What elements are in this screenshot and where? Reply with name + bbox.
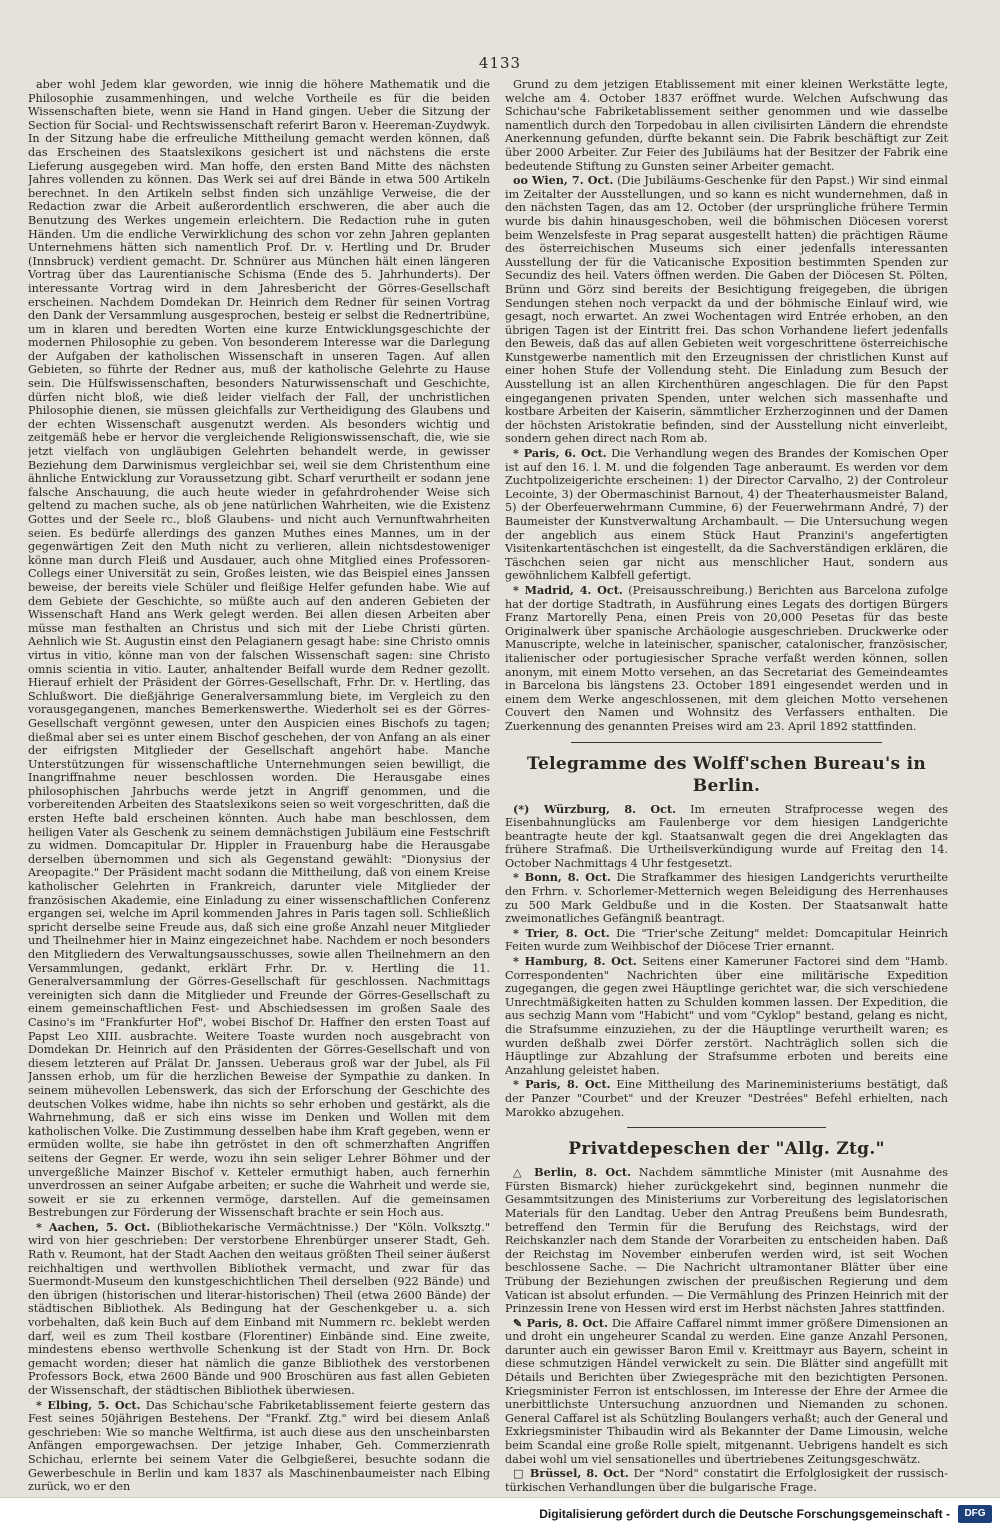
dispatch-paris: ✎ Paris, 8. Oct. Die Affaire Caffarel nimmt immer größere Dimensionen an und droht ein ungeheurer Scandal zu werden. Eine ganze Anzahl Personen, darunter auch ein gewisser Baron Emil v. Kreittmayr aus Bayern, scheint in diese schmutzigen Händel verwickelt zu sein. Die Blätter sind angefüllt mit Détails und Berichten über Zwiegespräche mit den bezichtigten Personen. Kriegsminister Ferron ist entschlossen, im Interesse der Ehre der Armee die unerbittlichste Untersuchung anzuordnen und Niemanden zu schonen. General Caffarel ist als Schützling Boulangers verhaßt; auch der General und Exkriegsminister Thibaudin wird als Bekannter der Dame Limousin, welche beim Scandal eine große Rolle spielt, mitgenannt. Uebrigens handelt es sich dabei wohl um viel sensationelles und übertriebenes Zeitungsgeschwätz. — [505, 1315, 948, 1466]
dfg-logo-icon[interactable]: DFG — [958, 1505, 992, 1523]
dispatch-bruessel: □ Brüssel, 8. Oct. Der "Nord" constatirt die Erfolglosigkeit der russisch-türkischen Verhandlungen über die bulgarische Frage. — [505, 1466, 948, 1494]
right-column — [505, 78, 948, 1498]
dateline-elbing: * Elbing, 5. Oct. — [36, 1397, 141, 1412]
article-goerres-report: aber wohl Jedem klar geworden, wie innig die höhere Mathematik und die Philosophie zusammenhingen, und welche Vortheile es für die beiden Wissenschaften biete, wenn sie Hand in Hand gingen. Ueber die Sitzung der Section für Social- und Rechtswissenschaft referirt Baron v. Heereman-Zuydwyk. In der Sitzung habe die erfreuliche Mittheilung gemacht werden können, daß das Erscheinen des Staatslexikons gesichert ist und nächstens die erste Lieferung ausgegeben wird. Man hoffe, den ersten Band Mitte des nächsten Jahres vollenden zu können. Das Werk sei auf drei Bände in etwa 500 Artikeln berechnet. In den Artikeln selbst finden sich unzählige Verweise, die der Redaction zwar die Arbeit außerordentlich erschweren, die aber auch die Benutzung des Werkes ungemein erleichtern. Die Redaction ruhe in guten Händen. Um die endliche Verwirklichung des schon vor zehn Jahren geplanten Unternehmens hätten sich namentlich Prof. Dr. v. Hertling und Dr. Bruder (Innsbruck) verdient gemacht. Dr. Schnürer aus München hält einen längeren Vortrag über das Laurentianische Schisma (Ende des 5. Jahrhunderts). Der interessante Vortrag wird in dem Jahresbericht der Görres-Gesellschaft erscheinen. Nachdem Domdekan Dr. Heinrich dem Redner für seinen Vortrag den Dank der Versammlung ausgesprochen, besteig er selbst die Rednertribüne, um in klaren und beredten Worten eine kurze Entwicklungsgeschichte der modernen Philosophie zu geben. Von besonderem Interesse war die Darlegung der Aufgaben der katholischen Wissenschaft in unseren Tagen. Auf allen Gebieten, so führte der Redner aus, muß der katholische Gelehrte zu Hause sein. Die Hülfswissenschaften, besonders Naturwissenschaft und Geschichte, dürfen nicht bloß, wie dieß leider vielfach der Fall, der unchristlichen Philosophie dienen, sie müssen gleichfalls zur Vertheidigung des Glaubens und der echten Wissenschaft ausgenutzt werden. Als besonders wichtig und zeitgemäß hebe er hervor die vergleichende Religionswissenschaft, die, wie sie jetzt vielfach von ungläubigen Gelehrten behandelt werde, in gewisser Beziehung dem Darwinismus vergleichbar sei, weil sie dem Christenthum eine ähnliche Entwicklung zur Voraussetzung gibt. Scharf verurtheilt er sodann jene falsche Anschauung, die auch heute wieder in gefahrdrohender Weise sich geltend zu machen suche, als ob jene natürlichen Wahrheiten, wie die Existenz Gottes und der Seele rc., bloß Glaubens- und nicht auch Vernunftwahrheiten seien. Es bedürfe allerdings des ganzen Muthes eines Mannes, um in der gegenwärtigen Zeit den Muth nicht zu verlieren, allein nichtsdestoweniger könne man durch Fleiß und Ausdauer, auch ohne Mitglied eines Professoren-Collegs einer Universität zu sein, Großes leisten, wie das Beispiel eines Janssen beweise, der bereits viele Schüler und fleißige Helfer gefunden habe. Wie auf dem Gebiete der Geschichte, so müßte auch auf den anderen Gebieten der Wissenschaft Hand ans Werk gelegt werden. Bei allen diesen Arbeiten aber müsse man festhalten an Christus und sich mit der Liebe Christi gürten. Aehnlich wie St. Augustin einst den Pelagianern gesagt habe: sine Christo omnis virtus in vitio, könne man von der falschen Wissenschaft sagen: sine Christo omnis scientia in vitio. Lauter, anhaltender Beifall wurde dem Redner gezollt. Hierauf erhielt der Präsident der Görres-Gesellschaft, Frhr. Dr. v. Hertling, das Schlußwort. Die dießjährige Generalversammlung biete, im Vergleich zu den vorausgegangenen, manches Bemerkenswerthe. Wiederholt sei es der Görres-Gesellschaft vergönnt gewesen, unter den Auspicien eines Bischofs zu tagen; dießmal aber sei es unter einem Bischof geschehen, der von Anfang an als einer der eifrigsten Mitglieder der Gesellschaft angehört habe. Manche Unterstützungen für wissenschaftliche Unternehmungen seien bewilligt, die Inangriffnahme neuer beschlossen worden. Die Herausgabe eines philosophischen Jahrbuchs werde jetzt in Angriff genommen, und die vorbereitenden Arbeiten des Staatslexikons seien so weit vorgeschritten, daß die ersten Hefte bald erscheinen könnten. Auch habe man beschlossen, dem heiligen Vater als Geschenk zu seinem demnächstigen Jubiläum eine Festschrift zu widmen. Domcapitular Dr. Hippler in Frauenburg habe die Herausgabe derselben übernommen und sich als Gegenstand gewählt: "Dionysius der Areopagite." Der Präsident macht sodann die Mittheilung, daß von einem Kreise katholischer Gelehrten in Frankreich, darunter viele Mitglieder der französischen Akademie, eine Einladung zu einer wissenschaftlichen Conferenz ergangen sei, welche im April kommenden Jahres in Paris tagen soll. Schließlich spricht derselbe seine Freude aus, daß sich eine große Anzahl neuer Mitglieder und Theilnehmer hier in Mainz eingezeichnet habe. Nachdem er noch besonders den Mitgliedern des Verwaltungsausschusses, sowie allen Theilnehmern an den Versammlungen, gedankt, erklärt Frhr. Dr. v. Hertling die 11. Generalversammlung der Görres-Gesellschaft für geschlossen. Nachmittags vereinigten sich dann die Mitglieder und Freunde der Görres-Gesellschaft zu einem gemeinschaftlichen Fest- und Abschiedsessen im großen Saale des Casino's im "Frankfurter Hof", wobei Bischof Dr. Haffner den ersten Toast auf Papst Leo XIII. ausbrachte. Weitere Toaste wurden noch ausgebracht von Domdekan Dr. Heinrich auf den Präsidenten der Görres-Gesellschaft und von diesem letzteren auf Prälat Dr. Janssen. Ueberaus groß war der Jubel, als Fil Janssen erhob, um für die herzlichen Beweise der Sympathie zu danken. In seinem mühevollen Lebenswerk, das sich der Erforschung der Geschichte des deutschen Volkes widme, habe ihn nichts so sehr erhoben und gestärkt, als die Wahrnehmung, daß er sich eins wisse im Denken und Wollen mit dem katholischen Volke. Die Zustimmung desselben habe ihm Kraft gegeben, wenn er ermüden wollte, sie habe ihn getröstet in den oft schmerzhaften Angriffen seitens der Gegner. Er werde, wozu ihn sein seliger Lehrer Böhmer und der unvergeßliche Mainzer Bischof v. Ketteler ermuthigt haben, auch fernerhin unverdrossen an seiner Aufgabe arbeiten; er suche die Wahrheit und werde sie, soweit er sie zu erkennen vermöge, darstellen. Auf die gemeinsamen Bestrebungen zur Förderung der Wissenschaft brachte er sein Hoch aus. — [28, 78, 490, 1220]
dateline-aachen: * Aachen, 5. Oct. — [36, 1219, 151, 1234]
article-madrid: * Madrid, 4. Oct. (Preisausschreibung.) Berichten aus Barcelona zufolge hat der dortige Stadtrath, in Ausführung eines Legats des dortigen Bürgers Franz Martorelly Pena, einen Preis von 20,000 Pesetas für das beste Originalwerk über spanische Archäologie ausgeschrieben. Druckwerke oder Manuscripte, welche in lateinischer, spanischer, catalonischer, französischer, italienischer oder portugiesischer Sprache verfaßt werden können, sollen anonym, mit einem Motto versehen, an das Secretariat des Gemeindeamtes in Barcelona bis längstens 23. October 1891 eingesendet werden und in einem dem Werke angeschlossenen, mit dem gleichen Motto versehenen Couvert den Namen und Wohnsitz des Verfassers enthalten. Die Zuerkennung des genannten Preises wird am 23. April 1892 stattfinden. — [505, 582, 948, 733]
telegram-trier: * Trier, 8. Oct. Die "Trier'sche Zeitung" meldet: Domcapitular Heinrich Feiten wurde zum Weihbischof der Diöcese Trier ernannt. — [505, 925, 948, 954]
dateline-wien: oo Wien, 7. Oct. — [513, 173, 614, 188]
article-paris-oper: * Paris, 6. Oct. Die Verhandlung wegen des Brandes der Komischen Oper ist auf den 16. l. M. und die folgenden Tage anberaumt. Es werden vor dem Zuchtpolizeigerichte erscheinen: 1) der Director Carvalho, 2) der Controleur Lecointe, 3) der Obermaschinist Barnout, 4) der Theaterhausmeister Baland, 5) der Oberfeuerwehrmann Cummine, 6) der Feuerwehrmann André, 7) der Baumeister der Kunstverwaltung Archambault. — Die Untersuchung wegen der angeblich aus einem Stück Haut Pranzini's angefertigten Visitenkartentäschchen ist eingestellt, da die Sachverständigen erklären, die Täschchen seien gar nicht aus menschlicher Haut, sondern aus gewöhnlichem Kalbfell gefertigt. — [505, 446, 948, 583]
page-number: 4133 — [478, 54, 522, 72]
private-dispatches-heading: Privatdepeschen der "Allg. Ztg." — [568, 1139, 885, 1160]
article-elbing-continued: Grund zu dem jetzigen Etablissement mit einer kleinen Werkstätte legte, welche am 4. October 1837 eröffnet wurde. Welchen Aufschwung das Schichau'sche Fabriketablissement seither genommen und wie dasselbe namentlich durch den Torpedobau in allen civilisirten Ländern die ehrendste Anerkennung gefunden, dürfte bekannt sein. Die Fabrik beschäftigt zur Zeit über 2000 Arbeiter. Zur Feier des Jubiläums hat der Besitzer der Fabrik eine bedeutende Stiftung zu Gunsten seiner Arbeiter gemacht. — [505, 78, 948, 173]
footer-credit: Digitalisierung gefördert durch die Deutsche Forschungsgemeinschaft - — [539, 1507, 950, 1521]
dateline-paris-1: * Paris, 6. Oct. — [513, 446, 607, 461]
telegrams-heading: Telegramme des Wolff'schen Bureau's in Berlin. — [526, 753, 927, 796]
dispatch-berlin: △ Berlin, 8. Oct. Nachdem sämmtliche Minister (mit Ausnahme des Fürsten Bismarck) hieher zurückgekehrt sind, beginnen nunmehr die Gesammtsitzungen des Ministeriums zur Vorbereitung des legislatorischen Materials für den Landtag. Ueber den Antrag Preußens beim Bundesrath, betreffend den Termin für die Berufung des Reichstags, wird der Reichskanzler nach dem Stande der Vorarbeiten zu entscheiden haben. Daß der Reichstag im November einberufen werden wird, ist seit Wochen beschlossene Sache. — Die Nachricht ultramontaner Blätter über eine Trübung der Beziehungen zwischen der preußischen Regierung und dem Vatican ist absolut erfunden. — Die Vermählung des Prinzen Heinrich mit der Prinzessin Irene von Hessen wird erst im Herbst nächsten Jahres stattfinden. — [505, 1165, 948, 1316]
telegram-wuerzburg: (*) Würzburg, 8. Oct. Im erneuten Strafprocesse wegen des Eisenbahnunglücks am Faulenberge vor dem hiesigen Landgerichte beantragte heute der kgl. Staatsanwalt gegen die drei Angeklagten das frühere Strafmaß. Die Urtheilsverkündigung wurde auf Freitag den 14. October Nachmittags 4 Uhr festgesetzt. — [505, 801, 948, 870]
left-column — [28, 78, 490, 1498]
telegram-paris: * Paris, 8. Oct. Eine Mittheilung des Marineministeriums bestätigt, daß der Panzer "Courbet" und der Kreuzer "Destrées" Befehl erhielten, nach Marokko abzugehen. — [505, 1077, 948, 1119]
article-wien: oo Wien, 7. Oct. (Die Jubiläums-Geschenke für den Papst.) Wir sind einmal im Zeitalter der Ausstellungen, und so kann es nicht wundernehmen, daß in den nächsten Tagen, das am 12. October (der ursprüngliche frühere Termin wurde bis dahin hinausgeschoben, weil die böhmischen Diöcesen vorerst beim Wenzelsfeste in Prag separat ausgestellt hatten) die prächtigen Räume des österreichischen Museums sich einer jedenfalls interessanten Ausstellung der für die Vaticanische Exposition bestimmten Spenden zur Secundiz des heil. Vaters öffnen werden. Die Gaben der Diöcesen St. Pölten, Brünn und Görz sind bereits der Besichtigung freigegeben, die übrigen Sendungen stehen noch verpackt da und der böhmische Einlauf wird, wie gesagt, noch erwartet. An zwei Wochentagen wird Entrée erhoben, an den übrigen Tagen ist der Eintritt frei. Das schon Vorhandene liefert jedenfalls den Beweis, daß das auf allen Gebieten weit vorgeschrittene österreichische Kunstgewerbe namentlich mit den Erzeugnissen der christlichen Kunst auf einer hohen Stufe der Vollendung steht. Die Einladung zum Besuch der Ausstellung ist an allen Kirchenthüren angeschlagen. Die für den Papst eingegangenen privaten Spenden, unter welchen sich massenhafte und kostbare Arbeiten der Kaiserin, sämmtlicher Erzherzoginnen und der Damen der höchsten Aristokratie befinden, sind der Ausstellung nicht einverleibt, sondern gehen direct nach Rom ab. — [505, 173, 948, 446]
article-elbing: * Elbing, 5. Oct. Das Schichau'sche Fabriketablissement feierte gestern das Fest seines 50jährigen Bestehens. Der "Frankf. Ztg." wird bei diesem Anlaß geschrieben: Wie so manche Weltfirma, ist auch diese aus den unscheinbarsten Anfängen emporgewachsen. Der jetzige Inhaber, Geh. Commerzienrath Schichau, erlernte bei seinem Vater die Gelbgießerei, besuchte sodann die Gewerbeschule in Berlin und kam 1837 als Maschinenbaumeister nach Elbing zurück, wo er den — [28, 1397, 490, 1494]
section-divider — [627, 1127, 826, 1128]
article-aachen: * Aachen, 5. Oct. (Bibliothekarische Vermächtnisse.) Der "Köln. Volksztg." wird von hier geschrieben: Der verstorbene Ehrenbürger unserer Stadt, Geh. Rath v. Reumont, hat der Stadt Aachen den weitaus größten Theil seiner äußerst reichhaltigen und werthvollen Bibliothek vermacht, und zwar für das Suermondt-Museum den kunstgeschichtlichen Theil derselben (922 Bände) und den übrigen (historischen und literar-historischen) Theil (etwa 2600 Bände) der städtischen Bibliothek. Als Bedingung hat der Geschenkgeber u. a. sich vorbehalten, daß kein Buch auf dem Einband mit Nummern rc. beklebt werden darf, weil es zum Theil kostbare (Florentiner) Einbände sind. Eine zweite, mindestens ebenso werthvolle Schenkung ist der Stadt von Hrn. Dr. Bock gemacht worden; dieser hat nämlich die ganze Bibliothek des verstorbenen Professors Bock, etwa 2600 Bände und 900 Broschüren aus fast allen Gebieten der Wissenschaft, der städtischen Bibliothek überwiesen. — [28, 1219, 490, 1397]
dateline-madrid: * Madrid, 4. Oct. — [513, 582, 623, 597]
digitization-footer — [0, 1497, 1000, 1530]
section-divider — [571, 742, 881, 743]
telegram-hamburg: * Hamburg, 8. Oct. Seitens einer Kameruner Factorei sind dem "Hamb. Correspondenten" Nachrichten über eine militärische Expedition zugegangen, die gegen zwei Häuptlinge gerichtet war, die sich verschiedene Unrechtmäßigkeiten hatten zu Schulden kommen lassen. Der Expedition, die aus sechzig Mann vom "Habicht" und vom "Cyklop" bestand, gelang es nicht, die Strafsumme einzuziehen, zu der die Häuptlinge verurtheilt waren; es wurden deßhalb zwei Dörfer zerstört. Nachträglich sollen sich die Häuptlinge zur Abzahlung der Strafsumme erboten und bereits eine Anzahlung geleistet haben. — [505, 954, 948, 1077]
telegram-bonn: * Bonn, 8. Oct. Die Strafkammer des hiesigen Landgerichts verurtheilte den Frhrn. v. Schorlemer-Metternich wegen Beleidigung des Herrenhauses zu 500 Mark Geldbuße und in die Kosten. Der Staatsanwalt hatte zweimonatliches Gefängniß beantragt. — [505, 870, 948, 926]
